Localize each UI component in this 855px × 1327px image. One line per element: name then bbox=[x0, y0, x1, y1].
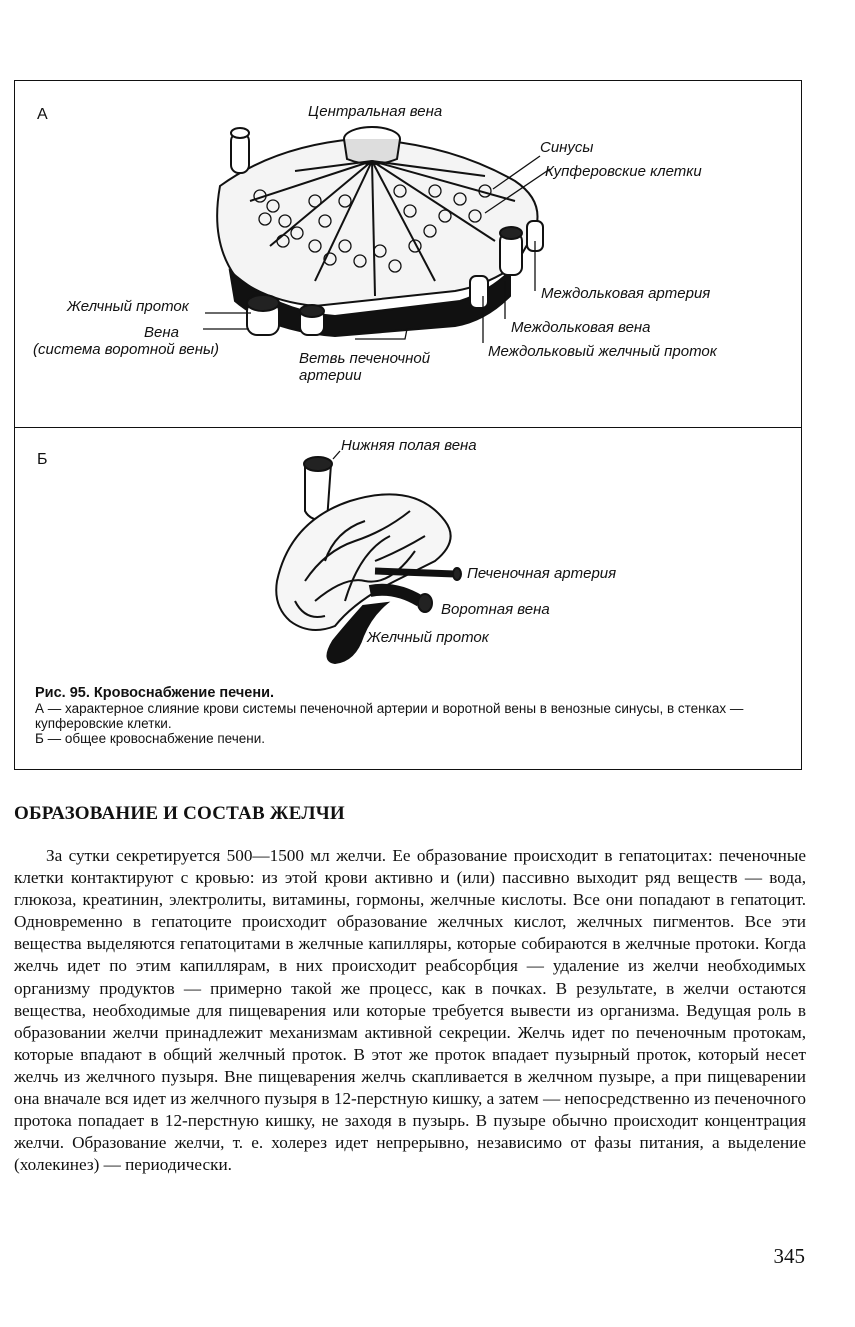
label-interlobular-artery: Междольковая артерия bbox=[541, 285, 711, 302]
label-hepatic-artery: Печеночная артерия bbox=[467, 565, 617, 582]
label-bile-duct-b: Желчный проток bbox=[367, 629, 489, 646]
caption-title: Рис. 95. Кровоснабжение печени. bbox=[35, 685, 275, 701]
label-interlobular-bile-duct: Междольковый желчный проток bbox=[488, 343, 717, 360]
page-number: 345 bbox=[773, 1244, 805, 1268]
panel-b-leader-lines bbox=[333, 451, 340, 459]
label-portal-system: (система воротной вены) bbox=[33, 341, 220, 358]
label-hepatic-artery-branch-2: артерии bbox=[299, 367, 362, 384]
label-inferior-vena-cava: Нижняя полая вена bbox=[341, 437, 477, 454]
liver-lobule-illustration bbox=[217, 127, 543, 336]
panel-b-letter: Б bbox=[37, 451, 48, 468]
caption-line-a: А — характерное слияние крови системы печеночной артерии и воротной вены в венозные синусы, в стенках — купферовские клетки. bbox=[35, 701, 744, 731]
panel-a-letter: А bbox=[37, 106, 48, 123]
figure-frame bbox=[14, 80, 802, 770]
label-bile-duct-a: Желчный проток bbox=[67, 298, 189, 315]
label-interlobular-vein: Междольковая вена bbox=[511, 319, 651, 336]
caption-line-b: Б — общее кровоснабжение печени. bbox=[35, 731, 266, 746]
label-portal-vein: Воротная вена bbox=[441, 601, 550, 618]
label-central-vein: Центральная вена bbox=[308, 103, 443, 120]
label-kupffer-cells: Купферовские клетки bbox=[545, 163, 702, 180]
label-hepatic-artery-branch-1: Ветвь печеночной bbox=[299, 350, 431, 367]
label-sinuses: Синусы bbox=[540, 139, 594, 156]
body-paragraph: За сутки секретируется 500—1500 мл желчи. Ее образование происходит в гепатоцитах: печеночные клетки контактируют с кровью: из этой крови активно и (или) пассивно выходит ряд веществ — вода, глюкоза, креатинин, электролиты, витамины, гормоны, желчные кислоты. Все они попадают в гепатоцит. Одновременно в гепатоците происходит образование желчных кислот, желчных пигментов. Все эти вещества выделяются гепатоцитами в желчные капилляры, которые собираются в желчные протоки. Когда желчь идет по этим капиллярам, в них происходит реабсорбция — удаление из желчи необходимых организму продуктов — примерно такой же процесс, как в почках. В результате, в желчи остаются вещества, необходимые для пищеварения или которые требуется вывести из организма. Ведущая роль в образовании желчи принадлежит механизмам активной секреции. Желчь идет по печеночным протокам, которые впадают в общий желчный проток. В этот же проток впадает пузырный проток, который несет желчь из желчного пузыря. Вне пищеварения желчь скапливается в желчном пузыре, а при пищеварении она вначале вся идет из желчного пузыря в 12-перстную кишку, а затем — непосредственно из печеночного протока попадает в 12-перстную кишку, не заходя в пузырь. В пузыре обычно происходит концентрация желчи. Образование желчи, т. е. холерез идет непрерывно, независимо от фазы питания, а выделение (холекинез) — периодически. bbox=[14, 846, 806, 1175]
figure-illustration bbox=[15, 81, 801, 769]
section-heading: ОБРАЗОВАНИЕ И СОСТАВ ЖЕЛЧИ bbox=[14, 803, 345, 824]
label-vein: Вена bbox=[144, 324, 179, 341]
figure-caption bbox=[35, 686, 785, 746]
